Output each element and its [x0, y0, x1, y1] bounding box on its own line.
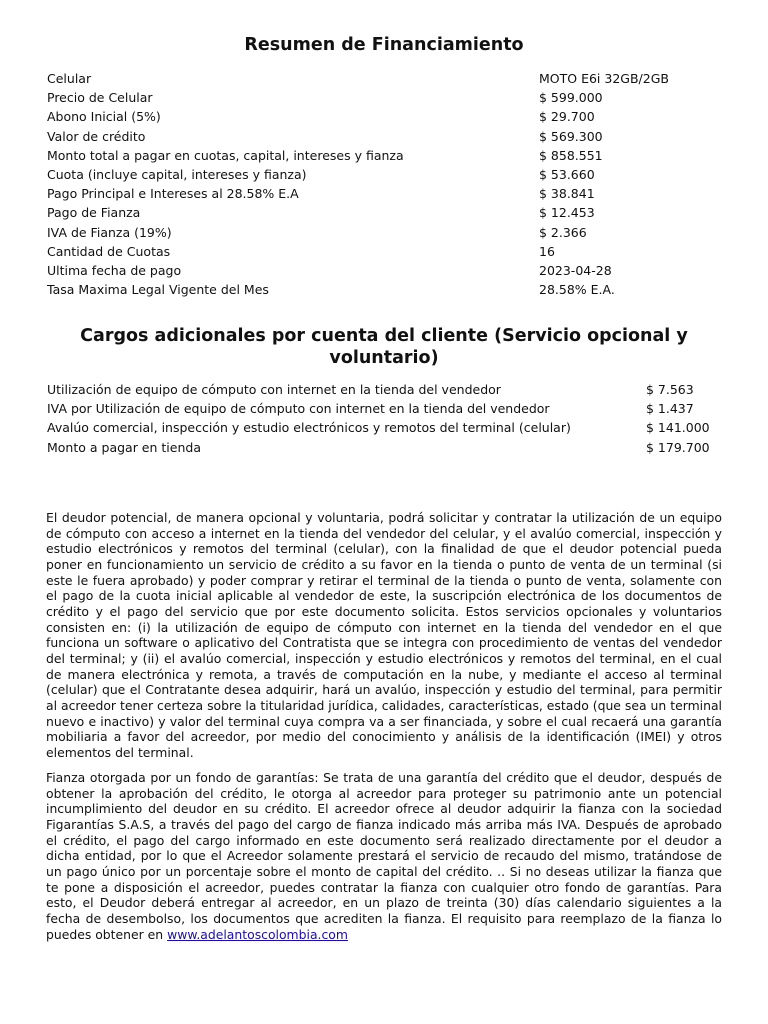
summary-row — [47, 184, 727, 203]
summary-row — [47, 146, 727, 165]
summary-row — [47, 127, 727, 146]
row-value: $ 858.551 — [539, 147, 603, 163]
row-label: Ultima fecha de pago — [47, 263, 182, 279]
additional-charge-row — [47, 418, 727, 437]
row-value: $ 53.660 — [539, 167, 595, 183]
financing-summary-table — [47, 69, 727, 299]
summary-row — [47, 223, 727, 242]
guarantee-paragraph — [46, 770, 722, 942]
additional-charges-table — [47, 380, 727, 457]
summary-title: Resumen de Financiamiento — [244, 35, 524, 55]
row-value: $ 141.000 — [646, 420, 710, 436]
row-label: Abono Inicial (5%) — [47, 109, 161, 125]
summary-row — [47, 280, 727, 299]
guarantee-paragraph-text: Fianza otorgada por un fondo de garantías: Se trata de una garantía del crédito que el deudor, después de obtener la aprobación del crédito, le otorga al acreedor para proteger su patrimonio ante un potencial incumplimiento del deudor en su crédito. El acreedor ofrece al deudor adquirir la fianza con la sociedad Figarantías S.A.S, a través del pago del cargo de fianza indicado más arriba más IVA. Después de aprobado el crédito, el pago del cargo informado en este documento será realizado directamente por el deudor a dicha entidad, por lo que el Acreedor solamente prestará el servicio de recaudo del mismo, tratándose de un pago único por un porcentaje sobre el monto de capital del crédito. .. Si no deseas utilizar la fianza que te pone a disposición el acreedor, puedes contratar la fianza con cualquier otro fondo de garantías. Para esto, el Deudor deberá entregar al acreedor, en un plazo de treinta (30) días calendario siguientes a la fecha de desembolso, los documentos que acrediten la fianza. El requisito para reemplazo de la fianza lo puedes obtener en — [46, 770, 722, 942]
additional-charge-row — [47, 438, 727, 457]
row-value: $ 1.437 — [646, 401, 694, 417]
row-label: Avalúo comercial, inspección y estudio electrónicos y remotos del terminal (celular) — [47, 420, 571, 436]
row-label: Precio de Celular — [47, 90, 153, 106]
row-value: $ 599.000 — [539, 90, 603, 106]
optional-services-paragraph: El deudor potencial, de manera opcional y voluntaria, podrá solicitar y contratar la utilización de un equipo de cómputo con acceso a internet en la tienda del vendedor del celular, y el avalúo comercial, inspección y estudio electrónicos y remotos del terminal (celular), con la finalidad de que el deudor potencial pueda poner en funcionamiento un servicio de crédito a su favor en la tienda o punto de venta de un terminal (si este le fuera aprobado) y poder comprar y retirar el terminal de la tienda o punto de venta, solamente con el pago de la cuota inicial aplicable al vendedor de este, la suscripción electrónica de los documentos de crédito y el pago del servicio que por este documento solicita. Estos servicios opcionales y voluntarios consisten en: (i) la utilización de equipo de cómputo con internet en la tienda del vendedor en el que funciona un software o aplicativo del Contratista que se integra con procedimiento de ventas del vendedor del terminal; y (ii) el avalúo comercial, inspección y estudio electrónicos y remotos del terminal, en el cual de manera electrónica y remota, a través de computación en la nube, y mediante el acceso al terminal (celular) que el Contratante desea adquirir, hará un avalúo, inspección y estudio del terminal, para permitir al acreedor tener certeza sobre la titularidad jurídica, calidades, características, estado (que sea un terminal nuevo e inactivo) y valor del terminal cuya compra va a ser financiada, y sobre el cual recaerá una garantía mobiliaria a favor del acreedor, por medio del conocimiento y análisis de la identificación (IMEI) y otros elementos del terminal. — [46, 510, 722, 760]
row-value: $ 12.453 — [539, 205, 595, 221]
row-label: Monto total a pagar en cuotas, capital, intereses y fianza — [47, 147, 404, 163]
row-value: $ 7.563 — [646, 382, 694, 397]
row-label: Utilización de equipo de cómputo con internet en la tienda del vendedor — [47, 382, 501, 397]
row-label: Tasa Maxima Legal Vigente del Mes — [47, 282, 269, 298]
summary-row — [47, 261, 727, 280]
summary-row — [47, 107, 727, 126]
row-label: Pago de Fianza — [47, 205, 141, 221]
row-label: Cantidad de Cuotas — [47, 243, 171, 259]
row-value: $ 569.300 — [539, 128, 603, 144]
row-label: Pago Principal e Intereses al 28.58% E.A — [47, 186, 299, 202]
row-label: IVA de Fianza (19%) — [47, 224, 172, 240]
row-label: Celular — [47, 71, 92, 86]
additional-charges-title: Cargos adicionales por cuenta del cliente (Servicio opcional y voluntario) — [80, 326, 688, 368]
row-label: Cuota (incluye capital, intereses y fianza) — [47, 167, 307, 183]
row-value: 16 — [539, 243, 555, 259]
row-value: $ 38.841 — [539, 186, 595, 202]
row-value: 28.58% E.A. — [539, 282, 615, 298]
summary-row — [47, 69, 727, 88]
summary-row — [47, 242, 727, 261]
row-value: MOTO E6i 32GB/2GB — [539, 71, 669, 86]
row-label: Valor de crédito — [47, 128, 146, 144]
summary-row — [47, 203, 727, 222]
row-label: Monto a pagar en tienda — [47, 439, 201, 455]
additional-charge-row — [47, 380, 727, 399]
additional-charge-row — [47, 399, 727, 418]
summary-row — [47, 165, 727, 184]
row-label: IVA por Utilización de equipo de cómputo con internet en la tienda del vendedor — [47, 401, 550, 417]
summary-row — [47, 88, 727, 107]
row-value: $ 179.700 — [646, 439, 710, 455]
row-value: 2023-04-28 — [539, 263, 612, 279]
row-value: $ 29.700 — [539, 109, 595, 125]
adelantos-link[interactable]: www.adelantoscolombia.com — [167, 926, 348, 942]
row-value: $ 2.366 — [539, 224, 587, 240]
